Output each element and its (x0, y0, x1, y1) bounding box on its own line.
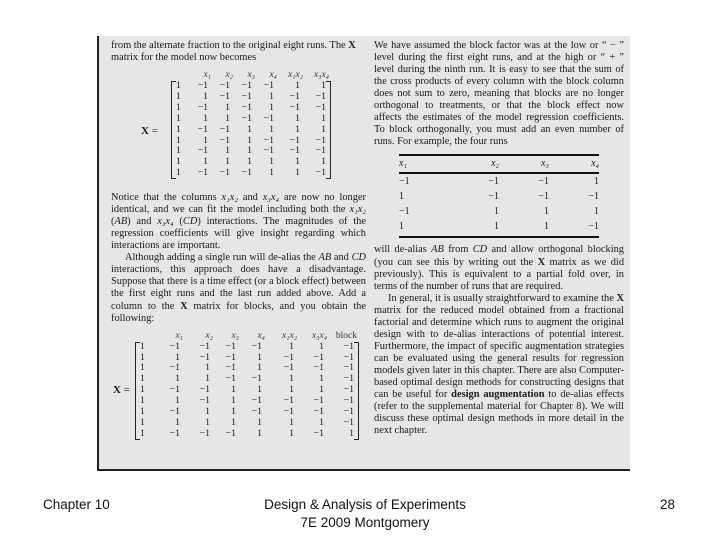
matrix-cell: −1 (169, 384, 180, 396)
table-cell: 1 (499, 219, 549, 237)
matrix-cell: −1 (343, 373, 354, 385)
matrix-column-header: x₂ (205, 330, 213, 341)
matrix-cell: 1 (321, 112, 326, 124)
matrix-cell: 1 (225, 145, 230, 157)
matrix-cell: −1 (289, 90, 300, 102)
matrix-cell: 1 (176, 134, 181, 146)
matrix-cell: 1 (289, 340, 294, 352)
matrix-cell: −1 (263, 80, 274, 92)
matrix-cell: −1 (169, 405, 180, 417)
table-row (399, 173, 599, 189)
matrix-cell: 1 (205, 405, 210, 417)
matrix-cell: −1 (197, 167, 208, 179)
matrix-cell: −1 (219, 134, 230, 146)
matrix-cell: −1 (283, 362, 294, 374)
matrix-cell: −1 (315, 134, 326, 146)
matrix-cell: −1 (263, 145, 274, 157)
table-cell: −1 (399, 175, 410, 187)
matrix-cell: 1 (175, 373, 180, 385)
table-cell: 1 (544, 205, 549, 217)
matrix-cell: −1 (343, 405, 354, 417)
matrix-cell: 1 (295, 123, 300, 135)
matrix-cell: 1 (176, 90, 181, 102)
matrix-cell: 1 (225, 156, 230, 168)
matrix-cell: −1 (169, 340, 180, 352)
matrix-cell: −1 (343, 384, 354, 396)
matrix-cell: −1 (283, 395, 294, 407)
textbook-page-image (97, 36, 630, 471)
right-text-column (374, 40, 624, 437)
matrix-column-header: x₃ (231, 330, 239, 341)
matrix-row (136, 363, 358, 374)
matrix-cell: 1 (175, 395, 180, 407)
matrix-cell: 1 (231, 416, 236, 428)
matrix-column-header: x₁ (203, 70, 211, 81)
matrix-column-header: block (335, 330, 357, 341)
matrix-cell: 1 (269, 101, 274, 113)
footer-page-number: 28 (660, 497, 676, 512)
matrix-cell: 1 (205, 373, 210, 385)
matrix-cell: −1 (241, 101, 252, 113)
matrix-cell: 1 (203, 112, 208, 124)
matrix-cell: −1 (283, 405, 294, 417)
matrix-cell: 1 (319, 340, 324, 352)
matrix-cell: 1 (289, 416, 294, 428)
matrix-cell: 1 (176, 123, 181, 135)
matrix-cell: −1 (343, 416, 354, 428)
matrix-cell: 1 (247, 156, 252, 168)
matrix-cell: −1 (263, 112, 274, 124)
matrix-cell: 1 (321, 80, 326, 92)
matrix-cell: 1 (140, 395, 145, 407)
matrix-cell: 1 (269, 156, 274, 168)
matrix-cell: −1 (197, 123, 208, 135)
matrix-cell: −1 (315, 145, 326, 157)
table-cell: 1 (399, 190, 404, 202)
matrix-cell: 1 (257, 416, 262, 428)
matrix-cell: 1 (176, 145, 181, 157)
table-row (399, 189, 599, 204)
matrix-cell: 1 (140, 373, 145, 385)
table-cell: −1 (538, 190, 549, 202)
table-header-row (399, 155, 599, 173)
matrix-cell: 1 (257, 362, 262, 374)
matrix-cell: 1 (231, 384, 236, 396)
matrix-cell: −1 (313, 427, 324, 439)
matrix-cell: 1 (140, 416, 145, 428)
matrix-cell: 1 (231, 395, 236, 407)
matrix-cell: 1 (247, 123, 252, 135)
matrix-cell: −1 (199, 384, 210, 396)
matrix-body (135, 342, 359, 440)
matrix-cell: −1 (251, 373, 262, 385)
matrix-cell: 1 (225, 101, 230, 113)
matrix-cell: −1 (219, 80, 230, 92)
x-matrix-model (111, 69, 366, 187)
matrix-cell: −1 (343, 395, 354, 407)
matrix-cell: 1 (349, 427, 354, 439)
matrix-cell: 1 (203, 156, 208, 168)
matrix-cell: −1 (241, 167, 252, 179)
matrix-cell: −1 (225, 427, 236, 439)
matrix-cell: 1 (176, 80, 181, 92)
matrix-cell: 1 (203, 90, 208, 102)
matrix-cell: 1 (319, 416, 324, 428)
matrix-cell: −1 (313, 362, 324, 374)
matrix-cell: −1 (263, 134, 274, 146)
matrix-cell: −1 (251, 395, 262, 407)
matrix-row (136, 385, 358, 396)
matrix-cell: −1 (289, 134, 300, 146)
footer-chapter: Chapter 10 (43, 497, 110, 512)
matrix-cell: 1 (140, 362, 145, 374)
matrix-cell: 1 (140, 340, 145, 352)
matrix-column-header: x₃ (247, 70, 255, 81)
matrix-cell: 1 (205, 362, 210, 374)
table-cell: 1 (449, 219, 499, 237)
matrix-cell: 1 (289, 373, 294, 385)
matrix-cell: −1 (251, 405, 262, 417)
matrix-cell: 1 (319, 384, 324, 396)
column-header: x₁ (399, 155, 449, 173)
table-row (399, 219, 599, 237)
matrix-cell: 1 (321, 123, 326, 135)
matrix-cell: 1 (205, 416, 210, 428)
matrix-cell: −1 (219, 90, 230, 102)
matrix-cell: −1 (219, 167, 230, 179)
matrix-cell: 1 (257, 427, 262, 439)
x-matrix-with-block (111, 330, 366, 442)
column-header: x₂ (449, 155, 499, 173)
matrix-cell: 1 (140, 384, 145, 396)
matrix-cell: −1 (315, 101, 326, 113)
matrix-cell: 1 (140, 351, 145, 363)
matrix-column-header: x₁ (175, 330, 183, 341)
column-header: x₄ (549, 155, 599, 173)
matrix-cell: −1 (289, 145, 300, 157)
matrix-cell: 1 (140, 427, 145, 439)
matrix-column-header: x₄ (269, 70, 277, 81)
table-cell: −1 (488, 175, 499, 187)
table-cell: 1 (594, 205, 599, 217)
matrix-cell: −1 (225, 340, 236, 352)
matrix-cell: −1 (197, 80, 208, 92)
table-cell: 1 (399, 219, 449, 237)
matrix-cell: 1 (175, 351, 180, 363)
matrix-column-header: x₁x₂ (287, 70, 303, 81)
matrix-cell: 1 (175, 416, 180, 428)
matrix-cell: 1 (269, 167, 274, 179)
de-alias-paragraph: will de-alias AB from CD and allow orthogonal blocking (you can see this by writing out the X matrix as we did previously). This is equivalent to a partial fold over, in terms of the number of runs that are required. (374, 244, 625, 292)
matrix-cell: −1 (251, 340, 262, 352)
intro-paragraph: from the alternate fraction to the original eight runs. The X matrix for the model now becomes (111, 40, 356, 64)
matrix-cell: −1 (315, 167, 326, 179)
matrix-column-header: x₃x₄ (313, 70, 329, 81)
matrix-cell: 1 (295, 112, 300, 124)
matrix-row (136, 342, 358, 353)
matrix-column-header: x₄ (257, 330, 265, 341)
table-cell: −1 (588, 190, 599, 202)
matrix-cell: −1 (199, 395, 210, 407)
matrix-cell: −1 (197, 145, 208, 157)
matrix-cell: −1 (225, 373, 236, 385)
table-cell: −1 (488, 190, 499, 202)
matrix-cell: 1 (225, 112, 230, 124)
matrix-cell: 1 (247, 134, 252, 146)
matrix-cell: 1 (321, 156, 326, 168)
matrix-cell: −1 (225, 362, 236, 374)
matrix-cell: −1 (241, 112, 252, 124)
footer-title-line2: 7E 2009 Montgomery (300, 515, 430, 530)
matrix-cell: 1 (289, 384, 294, 396)
table-cell: −1 (399, 205, 410, 217)
footer-title (240, 496, 490, 532)
matrix-label: X = (113, 383, 130, 396)
matrix-cell: −1 (241, 90, 252, 102)
matrix-cell: −1 (315, 90, 326, 102)
matrix-row (172, 125, 330, 136)
matrix-cell: 1 (176, 112, 181, 124)
matrix-cell: −1 (343, 340, 354, 352)
matrix-cell: 1 (295, 167, 300, 179)
matrix-cell: −1 (169, 362, 180, 374)
matrix-cell: 1 (203, 134, 208, 146)
matrix-cell: 1 (247, 145, 252, 157)
matrix-cell: −1 (199, 340, 210, 352)
column-header: x₃ (499, 155, 549, 173)
table-cell: 1 (594, 175, 599, 187)
matrix-cell: −1 (313, 405, 324, 417)
matrix-cell: −1 (199, 427, 210, 439)
matrix-cell: −1 (343, 351, 354, 363)
matrix-cell: −1 (343, 362, 354, 374)
matrix-cell: 1 (295, 156, 300, 168)
matrix-cell: −1 (313, 351, 324, 363)
matrix-cell: 1 (269, 90, 274, 102)
matrix-cell: 1 (176, 167, 181, 179)
matrix-cell: 1 (269, 123, 274, 135)
matrix-column-header: x₃x₄ (311, 330, 327, 341)
table-row (399, 204, 599, 219)
matrix-label: X = (141, 125, 158, 138)
matrix-column-header: x₂ (225, 70, 233, 81)
matrix-column-header: x₁x₂ (281, 330, 297, 341)
matrix-cell: −1 (197, 101, 208, 113)
notice-paragraph: Notice that the columns x₁x₂ and x₃x₄ are now no longer identical, and we can fit the model including both the x₁x₂ (AB) and x₃x₄ (CD) interactions. The magnitudes of the regression coefficients will give insight regarding which interactions are important. (111, 192, 367, 252)
matrix-cell: −1 (225, 351, 236, 363)
although-paragraph: Although adding a single run will de-alias the AB and CD interactions, this approach does have a disadvantage. Suppose that there is a time effect (or a block effect) between the first eight runs and the last run added above. Add a column to the X matrix for blocks, and you obtain the following: (111, 252, 367, 324)
matrix-cell: −1 (169, 427, 180, 439)
table-cell: −1 (538, 175, 549, 187)
matrix-cell: −1 (283, 351, 294, 363)
matrix-cell: 1 (176, 101, 181, 113)
matrix-body (171, 81, 331, 179)
matrix-row (172, 168, 330, 179)
matrix-cell: 1 (319, 373, 324, 385)
matrix-cell: −1 (199, 351, 210, 363)
matrix-cell: 1 (176, 156, 181, 168)
matrix-cell: −1 (289, 101, 300, 113)
matrix-cell: 1 (257, 351, 262, 363)
matrix-cell: −1 (219, 123, 230, 135)
matrix-cell: −1 (241, 80, 252, 92)
block-factor-paragraph: We have assumed the block factor was at the low or “ − ” level during the first eight runs, and at the high or “ + ” level during the ninth run. It is easy to see that the sum of the cross products of every column with the block column does not sum to zero, meaning that blocks are no longer orthogonal to treatments, or that the block effect now affects the estimates of the model regression coefficients. To block orthogonally, you must add an even number of runs. For example, the four runs (374, 40, 624, 148)
in-general-paragraph: In general, it is usually straightforward to examine the X matrix for the reduced model obtained from a fractional factorial and determine which runs to augment the original design with to de-alias interactions of potential interest. Furthermore, the impact of specific augmentation strategies can be evaluated using the general results for regression models given later in this chapter. There are also Computer-based optimal design methods for constructing designs that can be useful for design augmentation to de-alias effects (refer to the supplemental material for Chapter 8). We will discuss these optimal design methods in more detail in the next chapter. (374, 292, 624, 437)
matrix-cell: −1 (313, 395, 324, 407)
matrix-cell: 1 (257, 384, 262, 396)
matrix-cell: 1 (231, 405, 236, 417)
left-text-column (111, 40, 366, 447)
matrix-cell: 1 (295, 80, 300, 92)
table-cell: 1 (494, 205, 499, 217)
table-cell: −1 (549, 219, 599, 237)
matrix-row (136, 407, 358, 418)
matrix-cell: 1 (289, 427, 294, 439)
four-runs-table (399, 154, 599, 238)
matrix-row (136, 429, 358, 440)
matrix-cell: 1 (140, 405, 145, 417)
footer-title-line1: Design & Analysis of Experiments (264, 497, 466, 512)
